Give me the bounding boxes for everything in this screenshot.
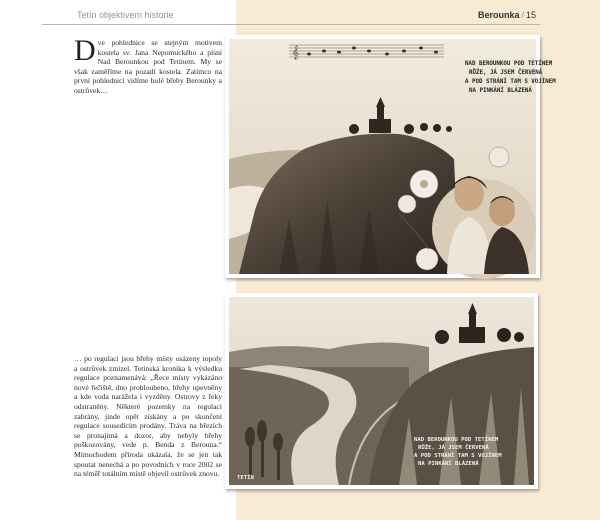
- verse2-line3: A POD STRÁNÍ TAM S VOJÍNEM: [414, 453, 502, 459]
- postcard-tetin-view-picture: [229, 297, 534, 485]
- verse1-line4: NA PINKÁNÍ BLÁZENÁ: [469, 88, 532, 94]
- svg-text:𝄞: 𝄞: [292, 45, 300, 59]
- postcard-song-couple-picture: [229, 39, 556, 274]
- paragraph-intro-body: ve pohlednice se stejným motivem kostela sv. Jana Nepomuckého a písní Nad Berounkou pod Tetínem. My se však zaměříme na pozadí kostela. Zatímco na první pohlednici vidíme holé břehy Berounky a ostrůvek…: [74, 38, 222, 95]
- paragraph-intro: [74, 34, 222, 96]
- drop-cap: D: [74, 34, 96, 67]
- verse2-line1: NAD BEROUNKOU POD TETÍNEM: [414, 437, 499, 443]
- verse1-line3: A POD STRÁNÍ TAM S VOJÍNEM: [465, 79, 556, 85]
- page-number: 15: [526, 10, 537, 20]
- verse2-line2: RŮŽE, JÁ JSEM ČERVENÁ: [418, 445, 489, 451]
- section-name: Berounka: [478, 10, 520, 20]
- running-header-section: [478, 10, 536, 20]
- paragraph-regulation: … po regulaci jsou břehy místy osázeny topoly a ostrůvek zmizel. Tetínská kronika k výsledku regulace poznamenává: „Řece místy vykázáno nové řečiště, dno prohloubeno, břehy upevněny a kde voda narážela i vyzděny. Ostrovy z řeky odstraněny. Některé pozemky na regulaci zabrány, jinde opět získány a po skončení regulace sousedícím prodány. Tráva na březích se pronajímá a dozor, aby nebyly břehy poškozovány, vede p. Benda z Berouna.“ Mimochodem příroda ukázala, že se jen tak spoutat nenechá a po povodních v roce 2002 se na téměř totálním místě objevil ostrůvek znovu.: [74, 354, 222, 479]
- verse1-line1: NAD BEROUNKOU POD TETÍNEM: [465, 61, 553, 67]
- verse1-line2: RŮŽE, JÁ JSEM ČERVENÁ: [469, 70, 543, 76]
- place-label: TETÍN: [237, 475, 254, 481]
- postcard-song-couple: [225, 35, 556, 278]
- verse2-line4: NA PINKÁNÍ BLÁZENÁ: [418, 461, 479, 467]
- postcard-tetin-view: [225, 293, 538, 489]
- running-header-title: Tetín objektivem historie: [77, 10, 174, 20]
- header-rule: [42, 24, 540, 25]
- header-separator: /: [521, 10, 525, 20]
